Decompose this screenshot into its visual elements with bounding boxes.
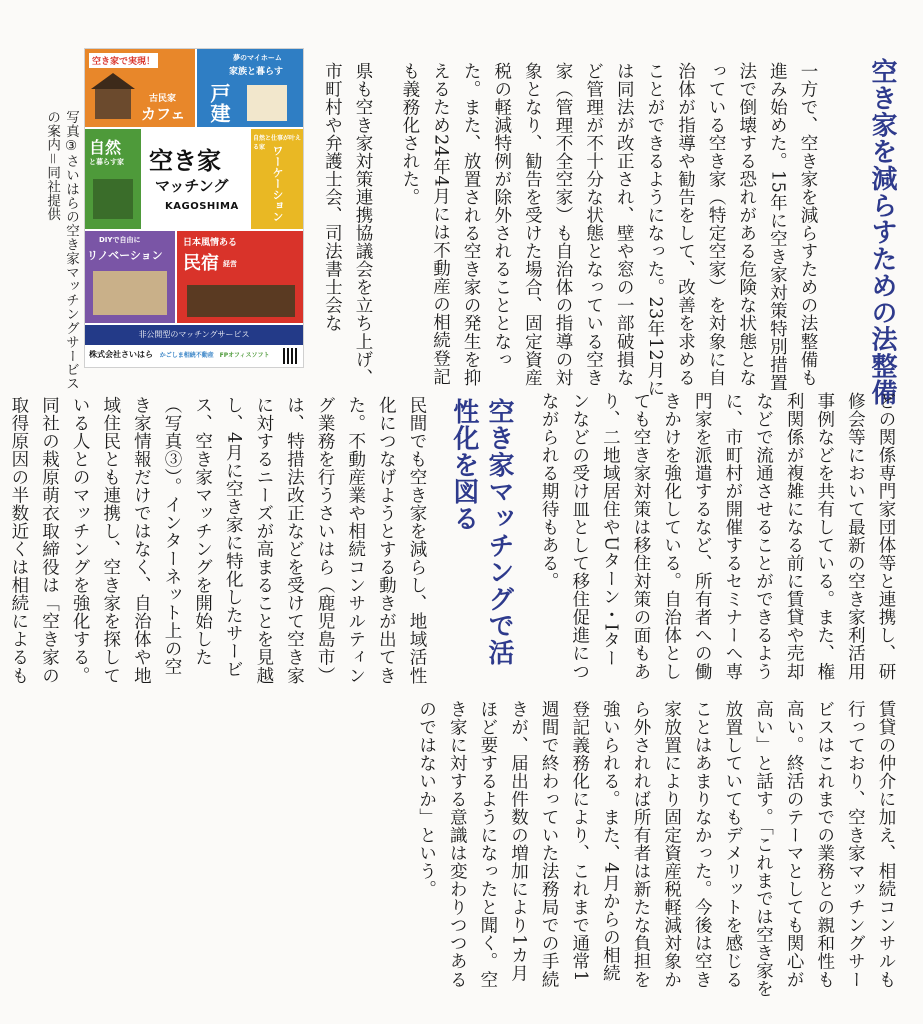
section1-heading: 空き家を減らすための法整備 [867, 58, 897, 407]
poster-banner [85, 325, 303, 345]
kodate-tag: 夢のマイホーム [233, 54, 282, 62]
minshuku-tag: 日本風情ある [183, 238, 238, 248]
section3-body: 賃貸の仲介に加え、相続コンサルも行っており、空き家マッチングサービスはこれまでの業務との親和性も高い。終活のテーマとしても関心が高い」と話す。「これまでは空き家を放置していてもデメリットを感じることはあまりなかった。今後は空き家放置により固定資産税軽減対象から外されれば所有者は新たな負担を強いられる。また、4月からの相続登記義務化により、これまで通常1週間で終わっていた法務局での手続きが、届出件数の増加により1カ月ほど要するようになったと聞く。空き家に対する意識は変わりつつあるのではないか」という。 [416, 700, 896, 998]
section1-body: 一方で、空き家を減らすための法整備も進み始めた。15年に空き家対策特別措置法で倒壊する恐れがある危険な状態となっている空き家（特定空家）を対象に自治体が指導や勧告をして、改善を求めることができるようになった。23年12月には同法が改正され、壁や窓の一部破損など管理が不十分な状態となっている空き家（管理不全空家）も自治体の指導の対象となり、勧告を受けた場合、固定資産税の軽減特例が除外されることとなった。また、放置される空き家の発生を抑えるため24年4月には不動産の相続登記も義務化された。 [399, 62, 818, 398]
poster-title-line2: マッチング [155, 177, 229, 195]
caption-line1: 写真③さいはらの空き家マッチングサービス [63, 110, 79, 391]
work-tag: 自然と仕事が叶える家 [253, 135, 302, 151]
tile-kodate [197, 49, 303, 127]
tile-minshuku [177, 231, 303, 323]
section1-body-cont: 県も空き家対策連携協議会を立ち上げ、市町村や弁護士会、司法書士会な [322, 62, 373, 387]
tag-akiya-jitsugen: 空き家で実現！ [89, 53, 158, 68]
shizen-house-icon [93, 179, 133, 219]
company-name: 株式会社さいはら [89, 350, 153, 359]
poster-title-en: KAGOSHIMA [165, 201, 239, 212]
shizen-label: 自然 [89, 138, 122, 157]
photo-caption [38, 110, 80, 410]
tile-workation [251, 129, 303, 229]
cafe-sub: 古民家 [149, 94, 177, 104]
poster-footer [85, 325, 303, 367]
caption-line2: の案内＝同社提供 [44, 110, 61, 222]
tile-renovation [85, 231, 175, 323]
kodate-house-icon [247, 85, 287, 121]
renov-tag: DIYで自由に [99, 236, 141, 244]
house-icon [95, 89, 131, 119]
minshuku-house-icon [187, 285, 295, 317]
cafe-label: カフェ [141, 105, 186, 123]
tile-shizen [85, 129, 141, 229]
work-label: ワーケーション [271, 145, 284, 222]
banner-main: 非公開型のマッチングサービス [138, 330, 250, 339]
qr-code-icon [283, 348, 299, 364]
poster-title [143, 129, 249, 229]
kodate-sub: 家族と暮らす [229, 67, 284, 77]
house-roof-icon [91, 73, 135, 89]
poster-title-line1: 空き家 [149, 147, 221, 175]
shizen-sub: と暮らす家 [89, 158, 124, 166]
tile-cafe [85, 49, 195, 127]
minshuku-sub: 経営 [223, 260, 237, 268]
section1-continuation: どの関係専門家団体等と連携し、研修会等において最新の空き家利活用事例などを共有している。また、権利関係が複雑になる前に賃貸や売却などで流通させることができるように、市町村が開催するセミナーへ専門家を派遣するなど、所有者への働きかけを強化している。自治体としても空き家対策は移住対策の面もあり、二地域居住やUターン・Iターンなどの受け皿として移住促進につながられる期待もある。 [539, 392, 896, 681]
renov-room-icon [93, 271, 167, 315]
renov-label: リノベーション [87, 249, 163, 262]
poster-company [89, 349, 269, 360]
section2-heading: 空き家マッチングで活性化を図る [448, 398, 514, 666]
kodate-label: 戸建 [207, 83, 231, 123]
matching-service-poster [84, 48, 304, 368]
minshuku-label: 民宿 [183, 253, 219, 274]
section2-body: 民間でも空き家を減らし、地域活性化につなげようとする動きが出てきた。不動産業や相続コンサルティング業務を行うさいはら（鹿児島市）は、特措法改正などを受けて空き家に対するニーズが高まることを見越し、4月に空き家に特化したサービス、空き家マッチングを開始した（写真③）。インターネット上の空き家情報だけではなく、自治体や地域住民とも連携し、空き家を探している人とのマッチングを強化する。同社の栽原萌衣取締役は「空き家の取得原因の半数近くは相続によるも [8, 396, 427, 685]
company-name-3: FPオフィスソフト [219, 352, 270, 359]
company-name-2: かごしま相続不動産 [159, 352, 214, 359]
